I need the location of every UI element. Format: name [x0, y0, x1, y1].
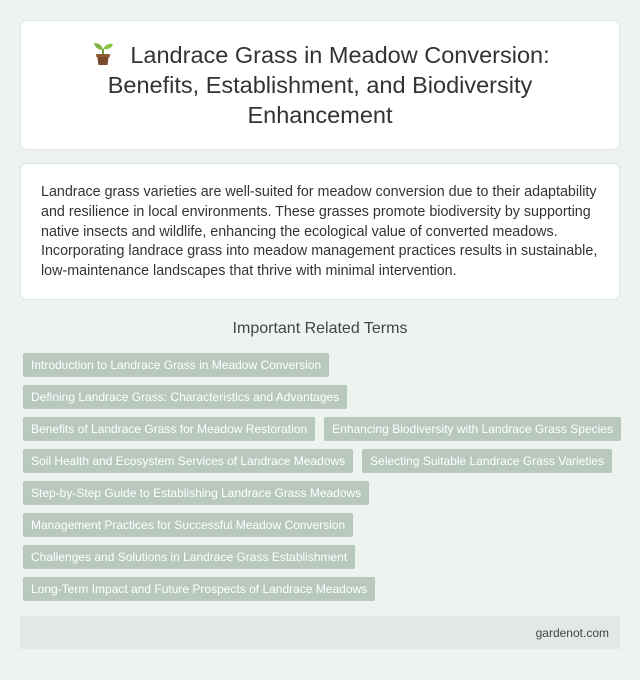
- seedling-icon: [90, 40, 116, 66]
- title-card: [20, 20, 620, 150]
- term-tag[interactable]: Step-by-Step Guide to Establishing Landrace Grass Meadows: [23, 481, 369, 505]
- intro-card: [20, 163, 620, 300]
- term-tag[interactable]: Long-Term Impact and Future Prospects of Landrace Meadows: [23, 577, 375, 601]
- term-row: [23, 577, 623, 601]
- term-row: [23, 481, 623, 505]
- term-row: [23, 353, 623, 377]
- intro-paragraph: Landrace grass varieties are well-suited for meadow conversion due to their adaptability and resilience in local environments. These grasses promote biodiversity by supporting native insects and wildlife, enhancing the ecological value of converted meadows. Incorporating landrace grass into meadow management practices results in sustainable, low-maintenance landscapes that thrive with minimal intervention.: [41, 184, 598, 280]
- term-tag[interactable]: Benefits of Landrace Grass for Meadow Restoration: [23, 417, 315, 441]
- page-title-text: Landrace Grass in Meadow Conversion: Benefits, Establishment, and Biodiversity Enhancement: [107, 42, 550, 128]
- term-row: [23, 449, 623, 473]
- related-terms-list: [23, 353, 623, 609]
- term-tag[interactable]: Challenges and Solutions in Landrace Grass Establishment: [23, 545, 355, 569]
- footer: [20, 616, 620, 649]
- footer-site-link[interactable]: gardenot.com: [535, 625, 609, 640]
- term-row: [23, 417, 623, 441]
- term-row: [23, 385, 623, 409]
- term-tag[interactable]: Management Practices for Successful Meadow Conversion: [23, 513, 353, 537]
- term-tag[interactable]: Introduction to Landrace Grass in Meadow Conversion: [23, 353, 329, 377]
- term-tag[interactable]: Soil Health and Ecosystem Services of Landrace Meadows: [23, 449, 353, 473]
- term-tag[interactable]: Selecting Suitable Landrace Grass Varieties: [362, 449, 612, 473]
- term-row: [23, 545, 623, 569]
- term-row: [23, 513, 623, 537]
- page-title: [51, 40, 589, 130]
- related-terms-heading: Important Related Terms: [232, 320, 408, 337]
- term-tag[interactable]: Defining Landrace Grass: Characteristics and Advantages: [23, 385, 347, 409]
- term-tag[interactable]: Enhancing Biodiversity with Landrace Grass Species: [324, 417, 621, 441]
